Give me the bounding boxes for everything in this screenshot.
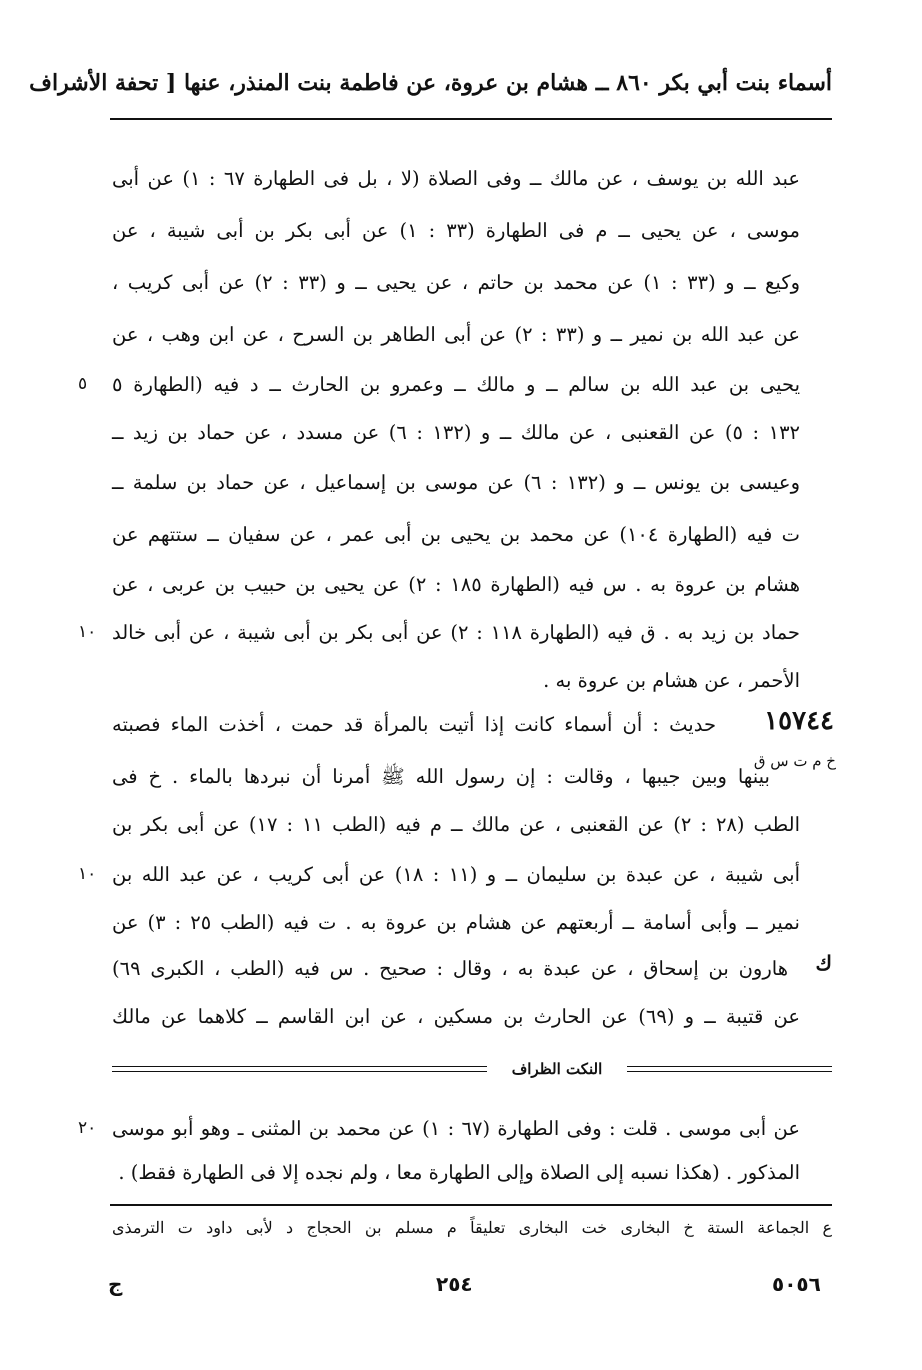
hadith-line: حديث : أن أسماء كانت إذا أتيت بالمرأة قد حمت ، أخذت الماء فصبته <box>112 713 716 736</box>
body-line: ت فيه (الطهارة ١٠٤) عن محمد بن يحيى بن أبى عمر ، عن سفيان ــ ستتهم عن <box>112 523 800 546</box>
hadith-line: أبى شيبة ، عن عبدة بن سليمان ــ و (١١ : ١٨) عن أبى كريب ، عن عبد الله بن <box>112 863 800 886</box>
body-line: عبد الله بن يوسف ، عن مالك ــ وفى الصلاة (لا ، بل فى الطهارة ٦٧ : ١) عن أبى <box>112 167 800 190</box>
abbreviations-key: ع الجماعة الستة خ البخارى خت البخارى تعليقاً م مسلم بن الحجاج د لأبى داود ت الترمذى <box>112 1218 832 1237</box>
hadith-line: الطب (٢٨ : ٢) عن القعنبى ، عن مالك ــ م فيه (الطب ١١ : ١٧) عن أبى بكر بن <box>112 813 801 836</box>
hadith-number: ١٥٧٤٤ <box>764 706 834 736</box>
body-line: وكيع ــ و (٣٣ : ١) عن محمد بن حاتم ، عن يحيى ــ و (٣٣ : ٢) عن أبى كريب ، <box>112 271 801 294</box>
volume-reference: ٥٠٥٦ <box>772 1272 821 1296</box>
footer-rule <box>110 1204 832 1206</box>
margin-line-number: ١٠ <box>78 622 97 642</box>
body-line: موسى ، عن يحيى ــ م فى الطهارة (٣٣ : ١) عن أبى بكر بن أبى شيبة ، عن <box>112 219 800 242</box>
body-line: يحيى بن عبد الله بن سالم ــ و مالك ــ وعمرو بن الحارث ــ د فيه (الطهارة ٥ <box>112 373 800 396</box>
margin-mark: ك <box>815 951 832 975</box>
hadith-line: عن قتيبة ــ و (٦٩) عن الحارث بن مسكين ، عن ابن القاسم ــ كلاهما عن مالك <box>112 1005 800 1028</box>
note-line: عن أبى موسى . قلت : وفى الطهارة (٦٧ : ١) عن محمد بن المثنى ـ وهو أبو موسى <box>112 1117 801 1140</box>
margin-line-number: ١٠ <box>78 864 97 884</box>
body-line: وعيسى بن يونس ــ و (١٣٢ : ٦) عن موسى بن إسماعيل ، عن حماد بن سلمة ــ <box>112 471 800 494</box>
hadith-line: نمير ــ وأبى أسامة ــ أربعتهم عن هشام بن عروة به . ت فيه (الطب ٢٥ : ٣) عن <box>112 911 800 934</box>
hadith-line: هارون بن إسحاق ، عن عبدة به ، وقال : صحيح . س فيه (الطب ، الكبرى ٦٩) <box>112 957 788 980</box>
page-number: ٢٥٤ <box>436 1272 473 1296</box>
page-header: أسماء بنت أبي بكر ٨٦٠ ــ هشام بن عروة، عن فاطمة بنت المنذر، عنها [ تحفة الأشراف <box>29 70 832 96</box>
section-divider <box>112 1058 832 1080</box>
divider-label: النكت الظراف <box>487 1058 627 1080</box>
margin-line-number: ٥ <box>78 374 88 394</box>
margin-line-number: ٢٠ <box>78 1118 97 1138</box>
hadith-line: بينها وبين جيبها ، وقالت : إن رسول الله ﷺ أمرنا أن نبردها بالماء . خ فى <box>112 765 770 788</box>
header-rule <box>110 118 832 120</box>
body-line: الأحمر ، عن هشام بن عروة به . <box>543 669 800 692</box>
body-line: ١٣٢ : ٥) عن القعنبى ، عن مالك ــ و (١٣٢ : ٦) عن مسدد ، عن حماد بن زيد ــ <box>112 421 801 444</box>
note-line: المذكور . (هكذا نسبه إلى الصلاة وإلى الطهارة معا ، ولم نجده إلا فى الطهارة فقط) . <box>118 1161 800 1184</box>
hadith-source-codes: خ م ت س ق <box>753 752 836 770</box>
body-line: عن عبد الله بن نمير ــ و (٣٣ : ٢) عن أبى الطاهر بن السرح ، عن ابن وهب ، عن <box>112 323 800 346</box>
body-line: هشام بن عروة به . س فيه (الطهارة ١٨٥ : ٢) عن يحيى بن حبيب بن عربى ، عن <box>112 573 800 596</box>
footer-left-mark: ج <box>108 1272 123 1296</box>
body-line: حماد بن زيد به . ق فيه (الطهارة ١١٨ : ٢) عن أبى بكر بن أبى شيبة ، عن أبى خالد <box>112 621 800 644</box>
